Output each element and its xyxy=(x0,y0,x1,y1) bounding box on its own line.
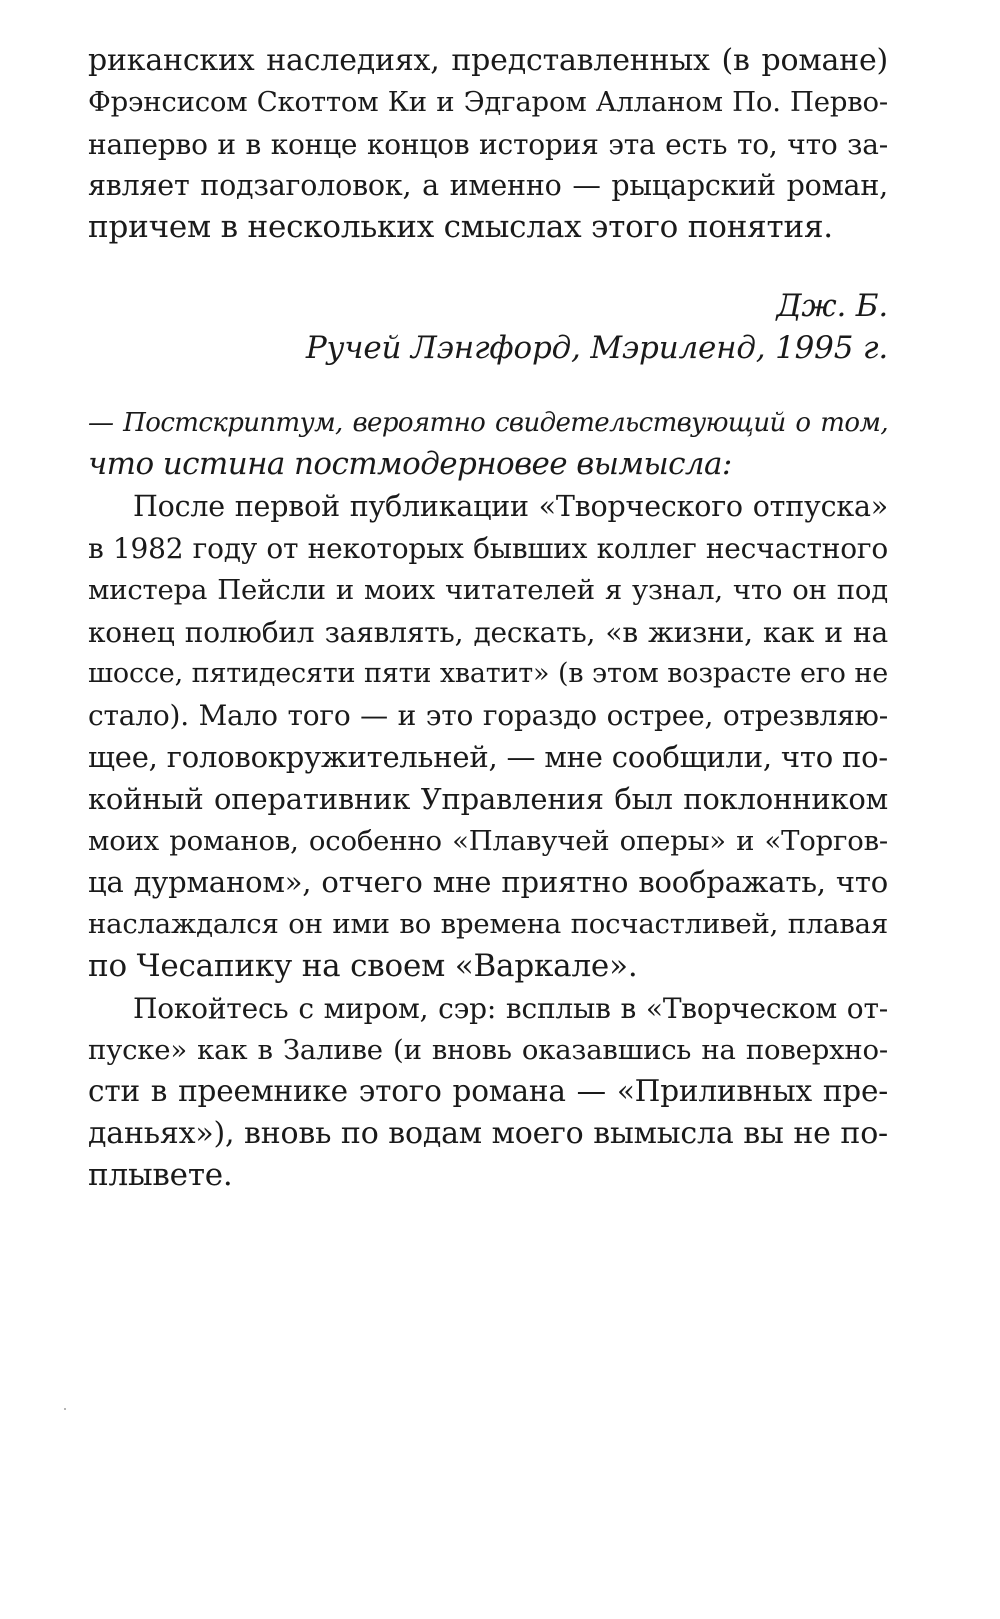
intro-paragraph xyxy=(88,40,888,249)
text-line: даньях»), вновь по водам моего вымысла вы не по- xyxy=(88,1116,888,1152)
text-line: мистера Пейсли и моих читателей я узнал, что он под xyxy=(88,573,888,606)
signature-block xyxy=(88,286,888,370)
text-line: ца дурманом», отчего мне приятно воображать, что xyxy=(88,865,888,900)
text-line: койный оперативник Управления был поклонником xyxy=(88,781,888,816)
text-line: пуске» как в Заливе (и вновь оказавшись на поверхно- xyxy=(88,1033,888,1066)
text-line: плывете. xyxy=(88,1156,233,1193)
text-line: моих романов, особенно «Плавучей оперы» и «Торгов- xyxy=(88,824,888,857)
text-line: риканских наследиях, представленных (в романе) xyxy=(88,43,888,78)
scan-speck xyxy=(64,1408,66,1410)
signature-author: Дж. Б. xyxy=(776,287,888,324)
text-line: причем в нескольких смыслах этого понятия. xyxy=(88,209,833,246)
text-line: являет подзаголовок, а именно — рыцарский роман, xyxy=(88,169,888,203)
book-page xyxy=(88,40,888,1197)
text-line: щее, головокружительней, — мне сообщили, что по- xyxy=(88,739,888,774)
postscript-paragraph-2 xyxy=(88,988,888,1197)
text-line: Фрэнсисом Скоттом Ки и Эдгаром Алланом По. Перво- xyxy=(88,85,888,118)
text-line: стало). Мало того — и это гораздо острее, отрезвляю- xyxy=(88,699,888,733)
text-line: конец полюбил заявлять, дескать, «в жизни, как и на xyxy=(88,615,888,649)
text-line: шоссе, пятидесяти пяти хватит» (в этом возрасте его не xyxy=(88,658,888,690)
text-line: сти в преемнике этого романа — «Приливных пре- xyxy=(88,1074,888,1109)
text-line: в 1982 году от некоторых бывших коллег несчастного xyxy=(88,531,888,565)
postscript-heading xyxy=(88,403,888,487)
text-line: Покойтесь с миром, сэр: всплыв в «Творческом от- xyxy=(133,991,888,1025)
text-line: что истина постмодерновее вымысла: xyxy=(88,446,732,483)
text-line: по Чесапику на своем «Варкале». xyxy=(88,947,638,984)
signature-place-date: Ручей Лэнгфорд, Мэриленд, 1995 г. xyxy=(305,329,888,366)
text-line: наперво и в конце концов история эта есть то, что за- xyxy=(88,127,888,161)
text-line: После первой публикации «Творческого отпуска» xyxy=(133,490,888,524)
text-line: — Постскриптум, вероятно свидетельствующий о том, xyxy=(88,407,888,438)
postscript-paragraph-1 xyxy=(88,486,888,988)
text-line: наслаждался он ими во времена посчастливей, плавая xyxy=(88,908,888,941)
